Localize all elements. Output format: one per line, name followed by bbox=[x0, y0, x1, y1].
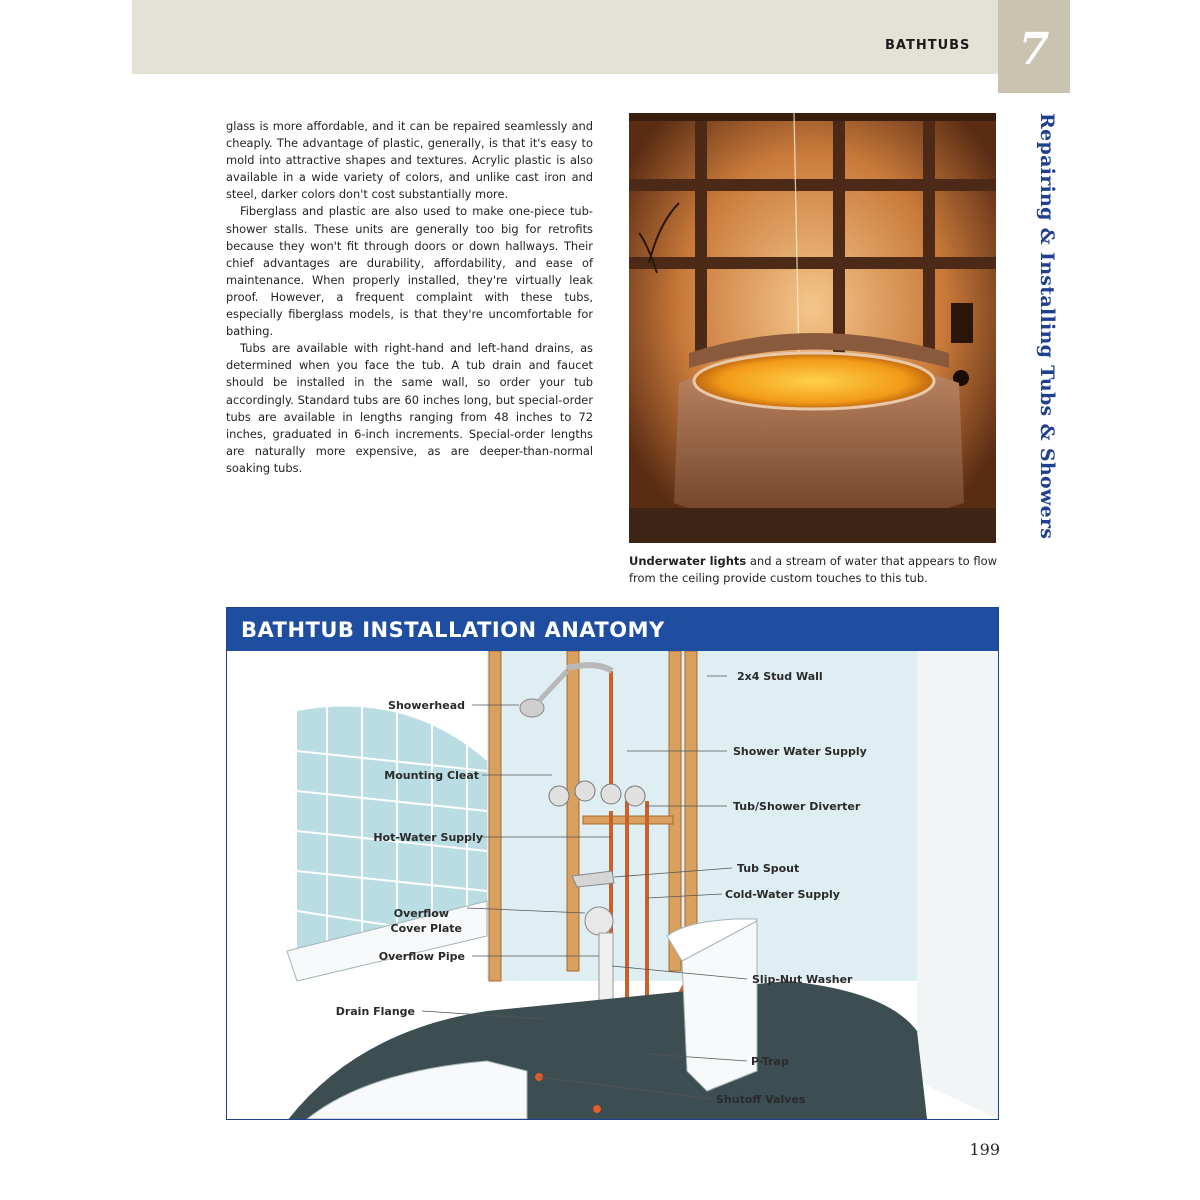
body-paragraph: glass is more affordable, and it can be repaired seamlessly and cheaply. The advantage of plastic, generally, is that it's easy to mold into attractive shapes and textures. Acrylic plastic is also available in a wide variety of colors, and unlike cast iron and steel, darker colors don't cost substantially more. bbox=[226, 119, 593, 202]
label-tub-spout: Tub Spout bbox=[737, 862, 800, 875]
bathtub-photo bbox=[629, 113, 996, 543]
label-stud-wall: 2x4 Stud Wall bbox=[737, 670, 823, 683]
anatomy-diagram bbox=[227, 651, 998, 1119]
label-p-trap: P-Trap bbox=[751, 1055, 789, 1068]
label-overflow: Overflow bbox=[393, 907, 449, 920]
label-slip-nut-washer: Slip-Nut Washer bbox=[752, 973, 853, 986]
body-text-column bbox=[226, 118, 593, 593]
chapter-title: Repairing & Installing Tubs & Showers bbox=[1036, 113, 1058, 540]
chapter-number: 7 bbox=[1018, 24, 1050, 75]
anatomy-title-bar bbox=[227, 608, 998, 651]
caption-text: and a stream of water that appears to flow from the ceiling provide custom touches to this tub. bbox=[629, 554, 998, 585]
anatomy-figure bbox=[226, 607, 999, 1120]
chapter-title-vertical bbox=[1007, 113, 1063, 568]
anatomy-title: BATHTUB INSTALLATION ANATOMY bbox=[241, 618, 665, 642]
label-hot-water-supply: Hot-Water Supply bbox=[373, 831, 483, 844]
label-shutoff-valves: Shutoff Valves bbox=[716, 1093, 806, 1106]
label-overflow-pipe: Overflow Pipe bbox=[378, 950, 465, 963]
header-band bbox=[132, 0, 998, 74]
label-cover-plate: Cover Plate bbox=[390, 922, 462, 935]
label-cold-water-supply: Cold-Water Supply bbox=[725, 888, 840, 901]
body-paragraph: Fiberglass and plastic are also used to make one-piece tub-shower stalls. These units are generally too big for retrofits because they won't fit through doors or down hallways. Their chief advantages are durability, affordability, and ease of maintenance. When properly installed, they're virtually leak proof. However, a frequent complaint with these tubs, especially fiberglass models, is that they're uncomfortable for bathing. bbox=[226, 204, 593, 339]
body-paragraph: Tubs are available with right-hand and left-hand drains, as determined when you face the tub. A tub drain and faucet should be installed in the same wall, so order your tub accordingly. Standard tubs are 60 inches long, but special-order tubs are available in lengths ranging from 48 inches to 72 inches, graduated in 6-inch increments. Special-order lengths are naturally more expensive, as are deeper-than-normal soaking tubs. bbox=[226, 341, 593, 475]
label-drain-flange: Drain Flange bbox=[335, 1005, 415, 1018]
page-number: 199 bbox=[969, 1140, 1000, 1159]
label-shower-water-supply: Shower Water Supply bbox=[733, 745, 867, 758]
photo-caption bbox=[629, 553, 1001, 593]
label-mounting-cleat: Mounting Cleat bbox=[384, 769, 479, 782]
caption-lead: Underwater lights bbox=[629, 554, 747, 568]
label-tub-shower-diverter: Tub/Shower Diverter bbox=[733, 800, 861, 813]
section-label: BATHTUBS bbox=[885, 38, 971, 53]
label-showerhead: Showerhead bbox=[388, 699, 465, 712]
